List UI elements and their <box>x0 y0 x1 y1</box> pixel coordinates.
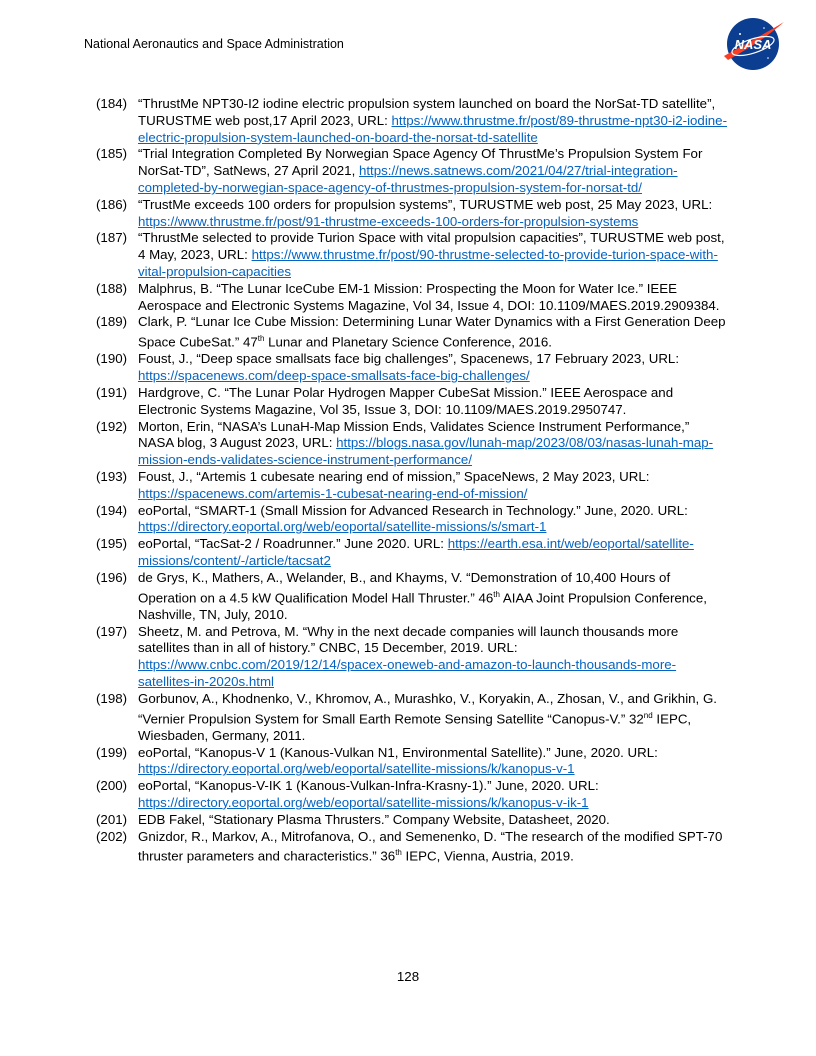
ordinal-suffix: nd <box>643 710 653 720</box>
reference-text: EDB Fakel, “Stationary Plasma Thrusters.” Company Website, Datasheet, 2020. <box>138 811 610 827</box>
ordinal-suffix: th <box>257 334 265 344</box>
reference-number: (193) <box>96 468 128 484</box>
reference-text: Sheetz, M. and Petrova, M. “Why in the next decade companies will launch thousands more satellites than in all of history.” CNBC, 15 December, 2019. URL: <box>138 623 679 656</box>
reference-body <box>138 745 728 779</box>
reference-text: Morton, Erin, “NASA’s LunaH-Map Mission Ends, Validates Science Instrument Performance,” NASA blog, 3 August 2023, URL: <box>138 418 690 451</box>
reference-link[interactable]: https://www.cnbc.com/2019/12/14/spacex-oneweb-and-amazon-to-launch-thousands-more-satellites-in-2020s.html <box>138 657 677 689</box>
reference-link[interactable]: https://spacenews.com/artemis-1-cubesat-nearing-end-of-mission/ <box>138 485 528 501</box>
reference-body <box>138 624 728 691</box>
ordinal-suffix: th <box>493 589 500 599</box>
reference-text: “Trial Integration Completed By Norwegian Space Agency Of ThrustMe’s Propulsion System For NorSat-TD”, SatNews, 27 April 2021, <box>138 146 703 179</box>
reference-text: Gorbunov, A., Khodnenko, V., Khromov, A., Murashko, V., Koryakin, A., Zhosan, V., and Grikhin, G. “Vernier Propulsion System for Small Earth Remote Sensing Satellite “Canopus-V.” 32 <box>138 690 717 726</box>
reference-text: eoPortal, “Kanopus-V 1 (Kanous-Vulkan N1, Environmental Satellite).” June, 2020. URL: <box>138 744 658 760</box>
reference-link[interactable]: https://directory.eoportal.org/web/eoportal/satellite-missions/s/smart-1 <box>138 519 547 535</box>
reference-body <box>138 778 728 812</box>
reference-body <box>138 197 728 231</box>
reference-text: Foust, J., “Deep space smallsats face big challenges”, Spacenews, 17 February 2023, URL: <box>138 351 680 367</box>
reference-number: (190) <box>96 351 128 367</box>
reference-item <box>96 197 728 231</box>
reference-text-continued: AIAA Joint Propulsion Conference, Nashville, TN, July, 2010. <box>138 589 707 622</box>
reference-link[interactable]: https://www.thrustme.fr/post/91-thrustme-exceeds-100-orders-for-propulsion-systems <box>138 213 639 229</box>
reference-text: “TrustMe exceeds 100 orders for propulsion systems”, TURUSTME web post, 25 May 2023, URL: <box>138 196 713 212</box>
reference-item <box>96 829 728 866</box>
reference-item <box>96 230 728 280</box>
reference-number: (187) <box>96 230 128 246</box>
reference-link[interactable]: https://earth.esa.int/web/eoportal/satellite-missions/content/-/article/tacsat2 <box>138 536 694 568</box>
reference-item <box>96 351 728 385</box>
reference-number: (189) <box>96 314 128 330</box>
reference-item <box>96 281 728 315</box>
reference-number: (185) <box>96 146 128 162</box>
reference-text-continued: Lunar and Planetary Science Conference, 2016. <box>264 334 552 350</box>
reference-body <box>138 691 728 745</box>
reference-number: (188) <box>96 280 128 296</box>
reference-body <box>138 385 728 419</box>
reference-link[interactable]: https://directory.eoportal.org/web/eoportal/satellite-missions/k/kanopus-v-1 <box>138 761 575 777</box>
reference-number: (199) <box>96 744 128 760</box>
reference-number: (191) <box>96 384 128 400</box>
reference-body <box>138 281 728 315</box>
reference-body <box>138 469 728 503</box>
reference-item <box>96 536 728 570</box>
reference-text: “ThrustMe selected to provide Turion Space with vital propulsion capacities”, TURUSTME web post, 4 May, 2023, URL: <box>138 230 725 263</box>
reference-text-continued: IEPC, Wiesbaden, Germany, 2011. <box>138 710 692 743</box>
ordinal-suffix: th <box>395 848 402 858</box>
reference-body <box>138 812 728 829</box>
reference-list <box>96 96 728 866</box>
reference-body <box>138 230 728 280</box>
reference-item <box>96 469 728 503</box>
reference-body <box>138 351 728 385</box>
reference-item <box>96 691 728 745</box>
reference-number: (186) <box>96 196 128 212</box>
reference-text: Hardgrove, C. “The Lunar Polar Hydrogen Mapper CubeSat Mission.” IEEE Aerospace and Electronic Systems Magazine, Vol 35, Issue 3, DOI: 10.1109/MAES.2019.2950747. <box>138 384 674 417</box>
reference-item <box>96 778 728 812</box>
reference-item <box>96 812 728 829</box>
reference-number: (195) <box>96 536 128 552</box>
reference-item <box>96 385 728 419</box>
reference-body <box>138 536 728 570</box>
reference-number: (192) <box>96 418 128 434</box>
nasa-logo-text: NASA <box>734 37 772 52</box>
page-number: 128 <box>396 969 420 984</box>
reference-link[interactable]: https://www.thrustme.fr/post/89-thrustme-npt30-i2-iodine-electric-propulsion-system-launched-on-board-the-norsat-td-satellite <box>138 112 727 145</box>
reference-item <box>96 624 728 691</box>
reference-link[interactable]: https://directory.eoportal.org/web/eoportal/satellite-missions/k/kanopus-v-ik-1 <box>138 794 589 810</box>
reference-number: (184) <box>96 96 128 111</box>
reference-link[interactable]: https://spacenews.com/deep-space-smallsats-face-big-challenges/ <box>138 368 530 384</box>
reference-body <box>138 503 728 537</box>
reference-number: (202) <box>96 828 128 844</box>
reference-number: (200) <box>96 778 128 794</box>
reference-item <box>96 314 728 351</box>
reference-body <box>138 314 728 351</box>
reference-item <box>96 745 728 779</box>
reference-number: (194) <box>96 502 128 518</box>
reference-item <box>96 146 728 196</box>
header-org-name: National Aeronautics and Space Administration <box>84 37 344 51</box>
reference-link[interactable]: https://www.thrustme.fr/post/90-thrustme-selected-to-provide-turion-space-with-vital-propulsion-capacities <box>138 247 718 279</box>
reference-text: de Grys, K., Mathers, A., Welander, B., and Khayms, V. “Demonstration of 10,400 Hours of Operation on a 4.5 kW Qualification Model Hall Thruster.” 46 <box>138 569 671 605</box>
reference-text: eoPortal, “TacSat-2 / Roadrunner.” June 2020. URL: <box>138 536 448 552</box>
reference-body <box>138 419 728 469</box>
reference-body <box>138 570 728 624</box>
reference-item <box>96 96 728 146</box>
reference-number: (201) <box>96 811 128 827</box>
reference-text: Malphrus, B. “The Lunar IceCube EM-1 Mission: Prospecting the Moon for Water Ice.” IEEE Aerospace and Electronic Systems Magazine, Vol 34, Issue 4, DOI: 10.1109/MAES.2019.2909384. <box>138 280 720 313</box>
reference-number: (197) <box>96 623 128 639</box>
reference-text: eoPortal, “SMART-1 (Small Mission for Advanced Research in Technology.” June, 2020. URL: <box>138 502 688 518</box>
reference-text: Gnizdor, R., Markov, A., Mitrofanova, O., and Semenenko, D. “The research of the modified SPT-70 thruster parameters and characteristics.” 36 <box>138 828 723 864</box>
reference-number: (198) <box>96 690 128 706</box>
reference-text-continued: IEPC, Vienna, Austria, 2019. <box>401 848 574 864</box>
reference-item <box>96 503 728 537</box>
reference-text: “ThrustMe NPT30-I2 iodine electric propulsion system launched on board the NorSat-TD satellite”, TURUSTME web post,17 April 2023, URL: <box>138 96 716 128</box>
reference-body <box>138 96 728 146</box>
reference-link[interactable]: https://blogs.nasa.gov/lunah-map/2023/08/03/nasas-lunah-map-mission-ends-validates-science-instrument-performance/ <box>138 435 714 468</box>
reference-number: (196) <box>96 569 128 585</box>
reference-body <box>138 829 728 866</box>
reference-text: eoPortal, “Kanopus-V-IK 1 (Kanous-Vulkan-Infra-Krasny-1).” June, 2020. URL: <box>138 778 599 794</box>
reference-text: Foust, J., “Artemis 1 cubesate nearing end of mission,” SpaceNews, 2 May 2023, URL: <box>138 468 650 484</box>
reference-body <box>138 146 728 196</box>
reference-item <box>96 570 728 624</box>
nasa-logo <box>720 16 786 72</box>
reference-item <box>96 419 728 469</box>
reference-link[interactable]: https://news.satnews.com/2021/04/27/trial-integration-completed-by-norwegian-space-agency-of-thrustmes-propulsion-system-for-norsat-td/ <box>138 163 678 195</box>
reference-text: Clark, P. “Lunar Ice Cube Mission: Determining Lunar Water Dynamics with a First Generation Deep Space CubeSat.” 47 <box>138 314 726 350</box>
